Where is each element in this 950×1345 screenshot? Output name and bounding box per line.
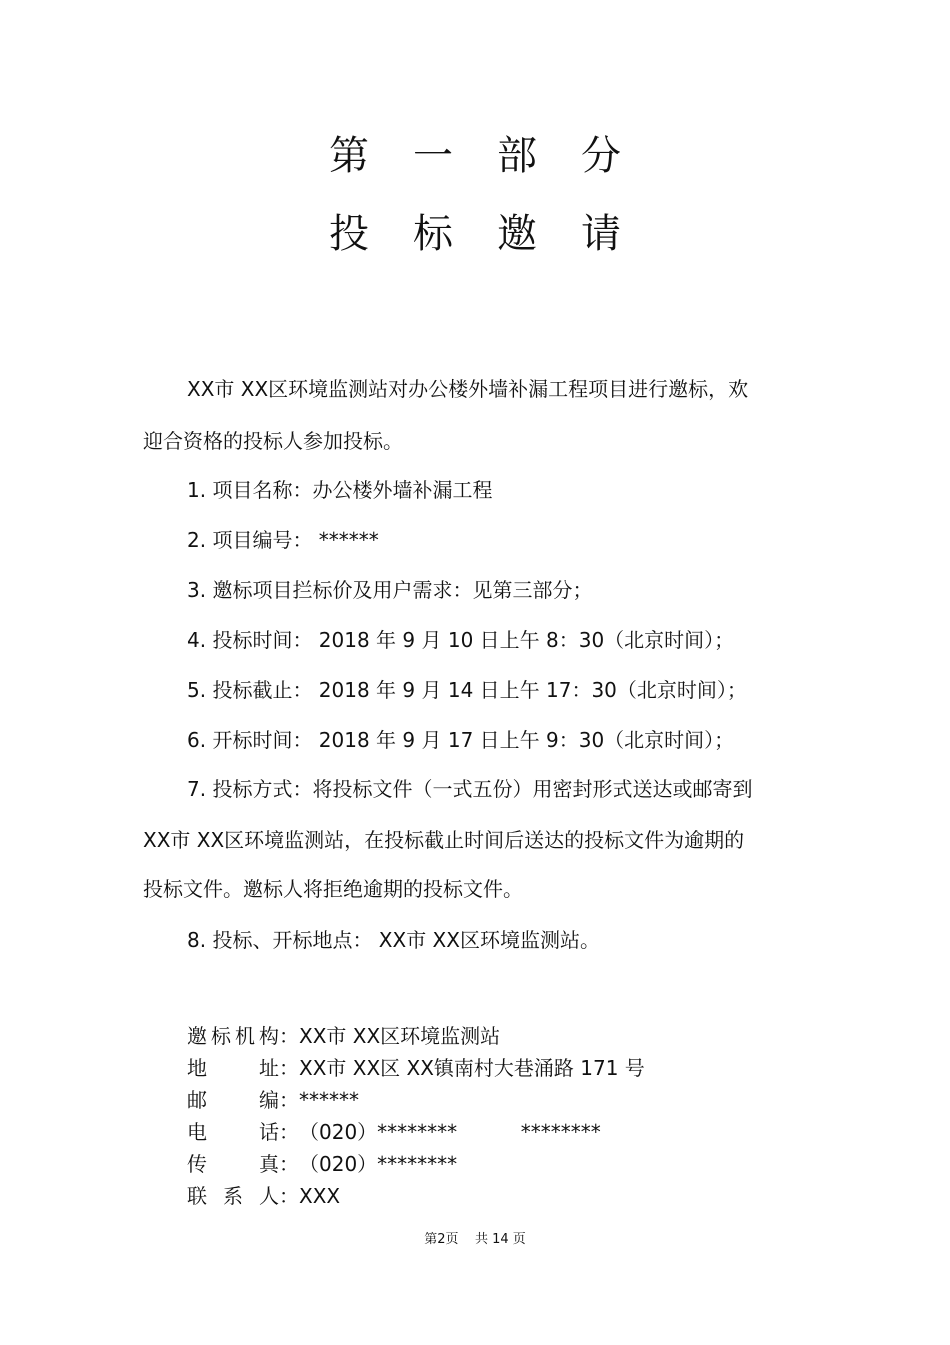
contact-value-fax: （020）******** (299, 1152, 458, 1176)
item-project-name: 1. 项目名称：办公楼外墙补漏工程 (187, 478, 493, 502)
contact-value-person: XXX (299, 1184, 341, 1208)
contact-row-zipcode (187, 1084, 645, 1116)
contact-label-telephone: 电 话： (187, 1120, 299, 1144)
item-bid-method-line-2: XX市 XX区环境监测站，在投标截止时间后送达的投标文件为逾期的 (143, 828, 745, 852)
item-bid-method-line-3: 投标文件。邀标人将拒绝逾期的投标文件。 (143, 877, 523, 901)
contact-row-person (187, 1180, 645, 1212)
contact-block (187, 1020, 645, 1212)
contact-label-organization: 邀 标 机 构： (187, 1024, 299, 1048)
item-bid-deadline: 5. 投标截止： 2018 年 9 月 14 日上午 17：30（北京时间）； (187, 678, 747, 702)
item-project-number: 2. 项目编号： ****** (187, 528, 379, 552)
item-bid-method-line-1: 7. 投标方式：将投标文件（一式五份）用密封形式送达或邮寄到 (187, 777, 753, 801)
contact-row-fax (187, 1148, 645, 1180)
contact-value-address: XX市 XX区 XX镇南村大巷涌路 171 号 (299, 1056, 645, 1080)
item-bid-location: 8. 投标、开标地点： XX市 XX区环境监测站。 (187, 928, 600, 952)
intro-line-1: XX市 XX区环境监测站对办公楼外墙补漏工程项目进行邀标，欢 (187, 377, 749, 401)
page-title-part: 第一部分 (329, 133, 665, 179)
item-bid-time: 4. 投标时间： 2018 年 9 月 10 日上午 8：30（北京时间）； (187, 628, 735, 652)
item-price-requirements: 3. 邀标项目拦标价及用户需求：见第三部分； (187, 578, 593, 602)
contact-label-fax: 传 真： (187, 1152, 299, 1176)
contact-label-address: 地 址： (187, 1056, 299, 1080)
contact-value-organization: XX市 XX区环境监测站 (299, 1024, 501, 1048)
page-footer: 第2页 共 14 页 (424, 1232, 526, 1247)
contact-row-address (187, 1052, 645, 1084)
contact-label-zipcode: 邮 编： (187, 1088, 299, 1112)
item-opening-time: 6. 开标时间： 2018 年 9 月 17 日上午 9：30（北京时间）； (187, 728, 735, 752)
contact-value-zipcode: ****** (299, 1088, 359, 1112)
intro-line-2: 迎合资格的投标人参加投标。 (143, 429, 403, 453)
page-title-invitation: 投标邀请 (329, 211, 665, 257)
contact-row-organization (187, 1020, 645, 1052)
contact-value-telephone: （020）******** ******** (299, 1120, 601, 1144)
contact-label-person: 联 系 人： (187, 1184, 299, 1208)
contact-row-telephone (187, 1116, 645, 1148)
